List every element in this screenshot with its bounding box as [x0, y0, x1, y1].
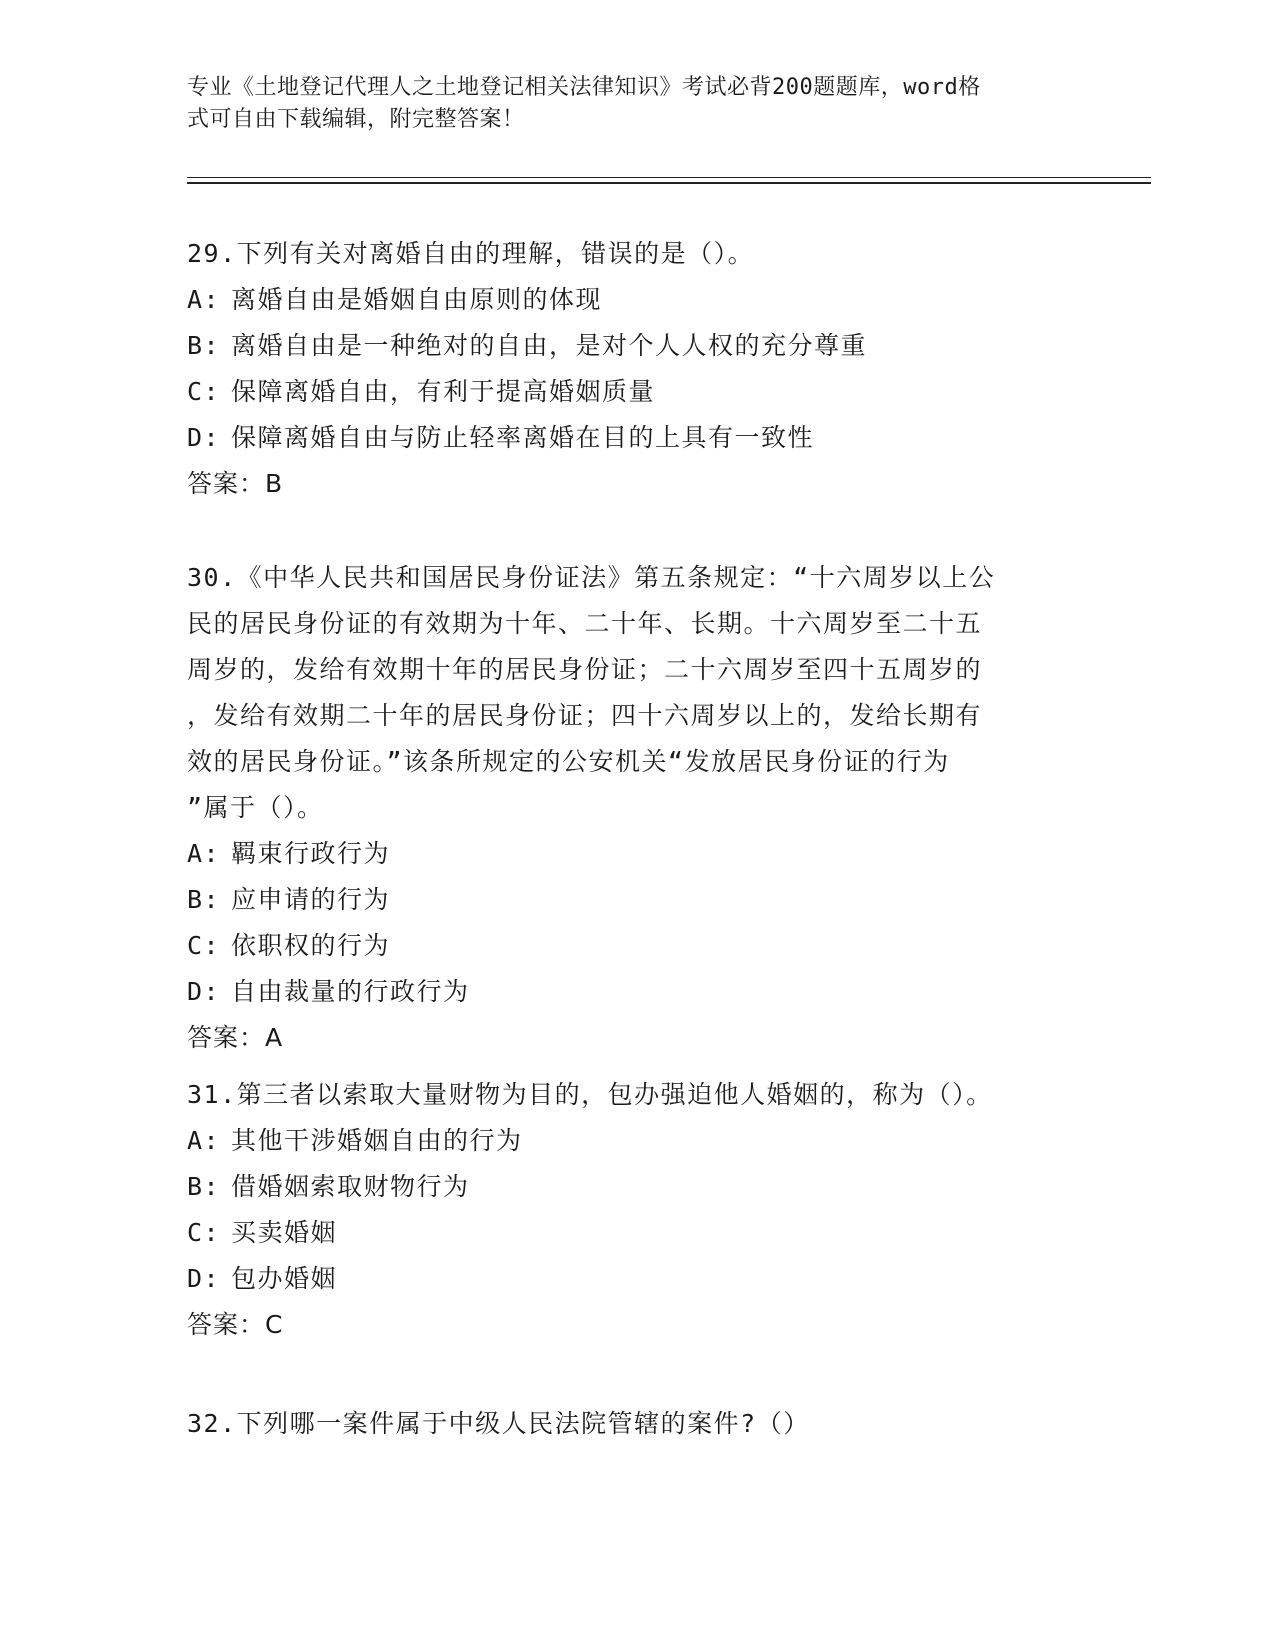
option-d: [187, 1256, 1087, 1302]
option-key: A:: [187, 285, 221, 314]
option-c: [187, 923, 1087, 969]
question-31: [187, 1072, 1087, 1348]
option-key: A:: [187, 1126, 221, 1155]
option-text: 离婚自由是一种绝对的自由，是对个人人权的充分尊重: [231, 331, 868, 360]
header-divider-thick: [187, 182, 1151, 184]
header-title-line-2: 式可自由下载编辑，附完整答案！: [187, 107, 525, 132]
option-text: 离婚自由是婚姻自由原则的体现: [231, 285, 603, 314]
document-header: [187, 72, 1067, 136]
option-b: [187, 1164, 1087, 1210]
option-b: [187, 323, 1087, 369]
question-text-line: 30.《中华人民共和国居民身份证法》第五条规定：“十六周岁以上公: [187, 563, 996, 592]
question-text: 31.第三者以索取大量财物为目的，包办强迫他人婚姻的，称为（）。: [187, 1080, 993, 1109]
option-c: [187, 1210, 1087, 1256]
option-c: [187, 369, 1087, 415]
option-text: 买卖婚姻: [231, 1218, 338, 1247]
option-key: B:: [187, 331, 221, 360]
option-key: A:: [187, 839, 221, 868]
option-text: 借婚姻索取财物行为: [231, 1172, 470, 1201]
answer-text: 答案：A: [187, 1023, 284, 1052]
option-d: [187, 969, 1087, 1015]
question-29: [187, 231, 1087, 507]
option-a: [187, 1118, 1087, 1164]
question-text-line: ，发给有效期二十年的居民身份证；四十六周岁以上的，发给长期有: [187, 701, 983, 730]
option-key: C:: [187, 931, 221, 960]
header-title-line-1: 专业《土地登记代理人之土地登记相关法律知识》考试必背200题题库，word格: [187, 75, 981, 100]
option-key: B:: [187, 1172, 221, 1201]
question-30: [187, 555, 1087, 1061]
option-key: D:: [187, 423, 221, 452]
option-key: C:: [187, 377, 221, 406]
option-text: 自由裁量的行政行为: [231, 977, 470, 1006]
question-text-line: 周岁的，发给有效期十年的居民身份证；二十六周岁至四十五周岁的: [187, 655, 983, 684]
option-b: [187, 877, 1087, 923]
option-text: 保障离婚自由与防止轻率离婚在目的上具有一致性: [231, 423, 815, 452]
option-a: [187, 831, 1087, 877]
question-text: 29.下列有关对离婚自由的理解，错误的是（）。: [187, 239, 755, 268]
question-text: 32.下列哪一案件属于中级人民法院管辖的案件?（）: [187, 1409, 810, 1438]
option-key: B:: [187, 885, 221, 914]
question-text-line: 民的居民身份证的有效期为十年、二十年、长期。十六周岁至二十五: [187, 609, 983, 638]
question-text-line: ”属于（）。: [187, 793, 324, 822]
header-divider-thin: [187, 177, 1151, 178]
option-key: C:: [187, 1218, 221, 1247]
option-text: 保障离婚自由，有利于提高婚姻质量: [231, 377, 656, 406]
option-text: 依职权的行为: [231, 931, 391, 960]
question-32: [187, 1401, 1087, 1447]
question-text-line: 效的居民身份证。”该条所规定的公安机关“发放居民身份证的行为: [187, 747, 950, 776]
answer-text: 答案：B: [187, 469, 284, 498]
option-text: 应申请的行为: [231, 885, 391, 914]
option-text: 其他干涉婚姻自由的行为: [231, 1126, 523, 1155]
option-a: [187, 277, 1087, 323]
option-key: D:: [187, 1264, 221, 1293]
option-text: 包办婚姻: [231, 1264, 338, 1293]
option-key: D:: [187, 977, 221, 1006]
option-d: [187, 415, 1087, 461]
answer-text: 答案：C: [187, 1310, 284, 1339]
option-text: 羁束行政行为: [231, 839, 391, 868]
